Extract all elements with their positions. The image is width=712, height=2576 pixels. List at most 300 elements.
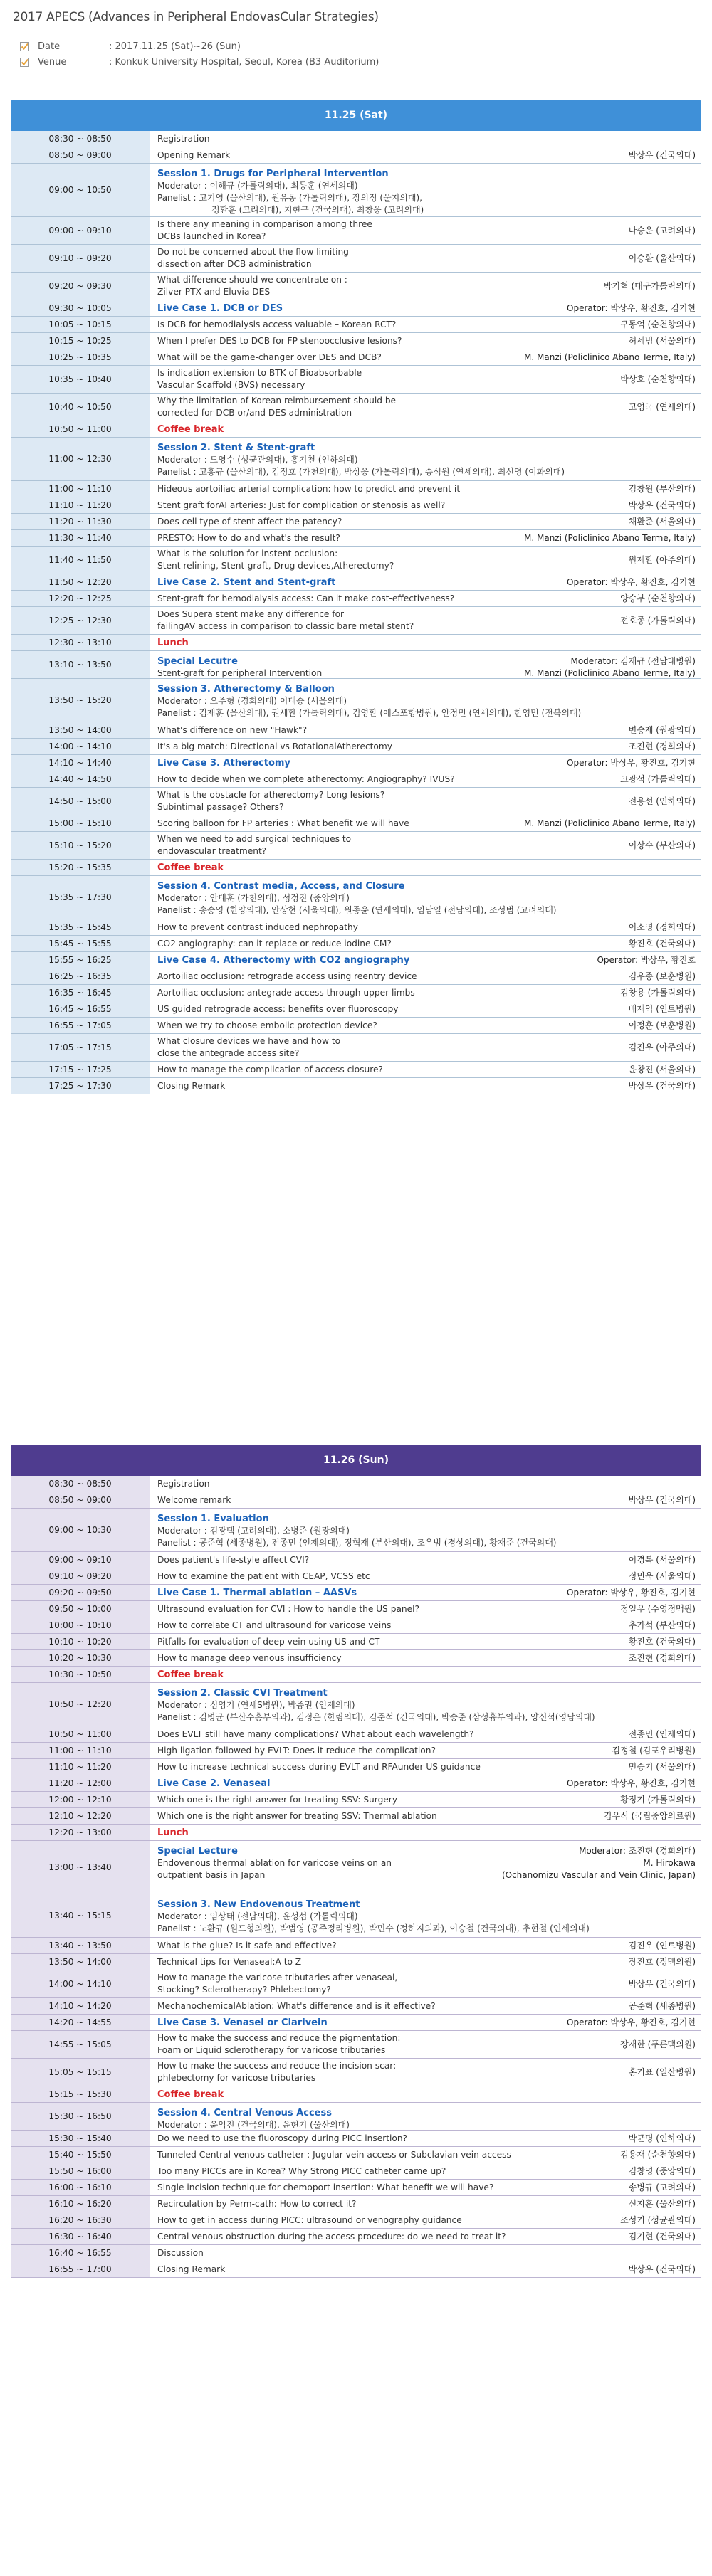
lecture-topic: Stent-graft for peripheral Intervention xyxy=(157,668,323,678)
schedule-row xyxy=(11,245,701,273)
time-slot: 13:10 ~ 13:50 xyxy=(11,651,150,678)
talk-title: What is the glue? Is it safe and effective? xyxy=(157,1940,337,1951)
schedule-row xyxy=(11,1476,701,1492)
speaker-info xyxy=(495,1845,696,1881)
time-slot: 11:00 ~ 11:10 xyxy=(11,481,150,497)
row-text xyxy=(157,1761,622,1773)
schedule-row xyxy=(11,530,701,547)
schedule-row xyxy=(11,1970,701,1998)
row-content xyxy=(150,1062,701,1077)
speaker-info xyxy=(560,757,696,769)
schedule-row xyxy=(11,2031,701,2059)
time-slot: 13:50 ~ 15:20 xyxy=(11,679,150,722)
speaker-name: 김창용 (가톨릭의대) xyxy=(620,987,696,998)
talk-title: Foam or Liquid sclerotherapy for varicose tributaries xyxy=(157,2045,386,2055)
day-schedule-sat xyxy=(11,100,701,1094)
row-content xyxy=(150,2015,701,2030)
row-content xyxy=(150,1078,701,1094)
row-content xyxy=(150,1634,701,1649)
schedule-row xyxy=(11,1841,701,1894)
speaker-name: 박상우 (건국의대) xyxy=(628,1978,696,1989)
row-content xyxy=(150,2261,701,2277)
speaker-info xyxy=(604,1745,696,1757)
time-slot: 17:05 ~ 17:15 xyxy=(11,1034,150,1061)
row-content xyxy=(150,1998,701,2014)
row-content xyxy=(150,333,701,349)
row-content xyxy=(150,438,701,480)
speaker-name: 박상우 (건국의대) xyxy=(628,500,696,510)
schedule-row xyxy=(11,2163,701,2180)
time-slot: 13:40 ~ 13:50 xyxy=(11,1938,150,1953)
moderator-line: Moderator : 윤익진 (건국의대), 윤현기 (울산의대) xyxy=(157,2120,350,2130)
time-slot: 10:30 ~ 10:50 xyxy=(11,1667,150,1682)
speaker-name: 정일우 (수영정맥원) xyxy=(620,1603,696,1614)
row-text xyxy=(157,2133,622,2145)
talk-title: High ligation followed by EVLT: Does it reduce the complication? xyxy=(157,1745,436,1756)
row-content xyxy=(150,217,701,244)
time-slot: 14:00 ~ 14:10 xyxy=(11,1970,150,1997)
row-text xyxy=(157,274,597,298)
row-text xyxy=(157,1940,622,1952)
row-text xyxy=(157,2215,613,2227)
speaker-name: 송병규 (고려의대) xyxy=(628,2182,696,2192)
schedule-row xyxy=(11,1568,701,1585)
row-text xyxy=(157,133,689,145)
talk-title: DCBs launched in Korea? xyxy=(157,231,266,241)
time-slot: 09:10 ~ 09:20 xyxy=(11,1568,150,1584)
talk-title: Recirculation by Perm-cath: How to correct it? xyxy=(157,2198,357,2209)
speaker-info xyxy=(613,987,696,999)
schedule-row xyxy=(11,2015,701,2031)
speaker-info xyxy=(622,796,696,808)
row-text xyxy=(157,2182,622,2194)
talk-title: Is there any meaning in comparison among three xyxy=(157,219,372,229)
time-slot: 16:25 ~ 16:35 xyxy=(11,968,150,984)
talk-title: Do not be concerned about the flow limiting xyxy=(157,247,349,257)
row-text xyxy=(157,532,517,544)
schedule-row xyxy=(11,1552,701,1568)
talk-title: Ultrasound evaluation for CVI : How to handle the US panel? xyxy=(157,1603,420,1614)
speaker-name: 민승기 (서울의대) xyxy=(628,1761,696,1772)
schedule-row xyxy=(11,1001,701,1018)
speaker-name: 추가석 (부산의대) xyxy=(628,1620,696,1630)
row-text xyxy=(157,1636,622,1648)
talk-title: Why the limitation of Korean reimbursement should be xyxy=(157,396,397,406)
time-slot: 16:55 ~ 17:05 xyxy=(11,1018,150,1033)
speaker-name: 양승부 (순천향의대) xyxy=(620,593,696,603)
row-content xyxy=(150,574,701,590)
time-slot: 09:10 ~ 09:20 xyxy=(11,245,150,272)
time-slot: 10:40 ~ 10:50 xyxy=(11,394,150,421)
talk-title: Does cell type of stent affect the patency? xyxy=(157,516,342,527)
schedule-row xyxy=(11,131,701,147)
talk-title: How to prevent contrast induced nephropathy xyxy=(157,922,358,932)
row-text xyxy=(157,2165,622,2178)
row-text xyxy=(157,442,689,478)
schedule-row xyxy=(11,788,701,815)
row-content xyxy=(150,591,701,606)
row-content xyxy=(150,1825,701,1840)
row-content xyxy=(150,131,701,147)
schedule-row xyxy=(11,1509,701,1552)
break-label: Coffee break xyxy=(157,2089,224,2100)
speaker-name: 허세범 (서울의대) xyxy=(628,335,696,346)
row-text xyxy=(157,2032,613,2057)
speaker-info xyxy=(622,500,696,512)
speaker-info xyxy=(613,774,696,786)
schedule-row xyxy=(11,2212,701,2229)
date-line xyxy=(20,41,241,52)
schedule-row xyxy=(11,2059,701,2086)
talk-title: Tunneled Central venous catheter : Jugular vein access or Subclavian vein access xyxy=(157,2149,511,2160)
row-content xyxy=(150,1894,701,1937)
talk-title: Too many PICCs are in Korea? Why Strong PICC catheter came up? xyxy=(157,2165,446,2176)
time-slot: 09:20 ~ 09:50 xyxy=(11,1585,150,1600)
speaker-info xyxy=(622,1978,696,1990)
row-text xyxy=(157,218,622,243)
time-slot: 11:00 ~ 12:30 xyxy=(11,438,150,480)
talk-title: Technical tips for Venaseal:A to Z xyxy=(157,1956,302,1967)
talk-title: Scoring balloon for FP arteries : What benefit we will have xyxy=(157,818,409,828)
row-text xyxy=(157,2198,622,2210)
talk-title: What is the solution for instent occlusion: xyxy=(157,549,338,559)
talk-title: Is DCB for hemodialysis access valuable – Korean RCT? xyxy=(157,319,397,329)
row-content xyxy=(150,1601,701,1617)
row-text xyxy=(157,1728,622,1741)
speaker-name: 김진우 (인트병원) xyxy=(628,1940,696,1951)
schedule-row xyxy=(11,547,701,574)
talk-title: Stent graft forAI arteries: Just for complication or stenosis as well? xyxy=(157,500,446,510)
time-slot: 15:50 ~ 16:00 xyxy=(11,2163,150,2179)
row-text xyxy=(157,516,622,528)
row-text xyxy=(157,1513,689,1549)
talk-title: Registration xyxy=(157,1478,210,1489)
talk-title: Stocking? Sclerotherapy? Phlebectomy? xyxy=(157,1985,331,1995)
speaker-name: 박상호 (순천향의대) xyxy=(620,374,696,384)
schedule-row xyxy=(11,1062,701,1078)
schedule-row xyxy=(11,936,701,952)
time-slot: 16:30 ~ 16:40 xyxy=(11,2229,150,2244)
row-text xyxy=(157,971,622,983)
speaker-name: Operator: 박상우, 황진호, 김기현 xyxy=(567,576,696,587)
row-text xyxy=(157,1603,613,1615)
schedule-row xyxy=(11,2103,701,2131)
row-content xyxy=(150,1509,701,1551)
live-case-title: Live Case 4. Atherectomy with CO2 angiography xyxy=(157,954,410,966)
time-slot: 08:30 ~ 08:50 xyxy=(11,1476,150,1492)
venue-value: : Konkuk University Hospital, Seoul, Korea (B3 Auditorium) xyxy=(109,57,379,68)
speaker-info xyxy=(622,483,696,495)
speaker-name: 신지훈 (울산의대) xyxy=(628,2198,696,2209)
speaker-name: 전호종 (가톨릭의대) xyxy=(620,615,696,625)
time-slot: 11:10 ~ 11:20 xyxy=(11,1759,150,1775)
talk-title: How to decide when we complete atherectomy: Angiography? IVUS? xyxy=(157,774,455,784)
schedule-row xyxy=(11,2261,701,2278)
time-slot: 11:30 ~ 11:40 xyxy=(11,530,150,546)
row-content xyxy=(150,530,701,546)
schedule-table xyxy=(11,1476,701,2278)
row-text xyxy=(157,954,590,966)
row-text xyxy=(157,1035,622,1060)
schedule-row xyxy=(11,635,701,651)
speaker-name: Operator: 박상우, 황진호, 김기현 xyxy=(567,1587,696,1598)
speaker-info xyxy=(622,1064,696,1076)
time-slot: 09:30 ~ 10:05 xyxy=(11,300,150,316)
speaker-info xyxy=(622,2264,696,2276)
talk-title: Which one is the right answer for treating SSV: Surgery xyxy=(157,1794,398,1805)
checkbox-checked-icon xyxy=(20,42,29,51)
row-content xyxy=(150,2212,701,2228)
speaker-name: 조진현 (경희의대) xyxy=(628,741,696,751)
row-content xyxy=(150,366,701,393)
row-text xyxy=(157,683,689,719)
time-slot: 11:10 ~ 11:20 xyxy=(11,497,150,513)
break-label: Coffee break xyxy=(157,423,224,435)
time-slot: 15:30 ~ 15:40 xyxy=(11,2131,150,2146)
row-text xyxy=(157,757,560,769)
checkbox-checked-icon xyxy=(20,58,29,67)
speaker-info xyxy=(560,1587,696,1599)
live-case-title: Live Case 2. Stent and Stent-graft xyxy=(157,576,336,588)
schedule-row xyxy=(11,1018,701,1034)
schedule-row xyxy=(11,1894,701,1938)
schedule-row xyxy=(11,722,701,739)
panelist-line: Panelist : 공준혁 (세종병원), 전종민 (인제의대), 정혁재 (부산의대), 조우범 (경상의대), 황재준 (건국의대) xyxy=(157,1538,557,1548)
row-text xyxy=(157,1080,622,1092)
talk-title: Aortoiliac occlusion: antegrade access through upper limbs xyxy=(157,987,415,998)
talk-title: Hideous aortoiliac arterial complication: how to predict and prevent it xyxy=(157,483,461,494)
speaker-name: 이승환 (울산의대) xyxy=(628,253,696,263)
speaker-name: 김진우 (아주의대) xyxy=(628,1042,696,1052)
row-text xyxy=(157,423,689,436)
time-slot: 10:25 ~ 10:35 xyxy=(11,349,150,365)
row-text xyxy=(157,741,622,753)
row-text xyxy=(157,500,622,512)
speaker-affiliation: M. Manzi (Policlinico Abano Terme, Italy) xyxy=(524,668,696,678)
schedule-row xyxy=(11,421,701,438)
row-text xyxy=(157,880,689,917)
panelist-line: Panelist : 고홍규 (울산의대), 김정호 (가천의대), 박상웅 (가톨릭의대), 송석원 (연세의대), 최선영 (이화의대) xyxy=(157,467,565,477)
time-slot: 10:00 ~ 10:10 xyxy=(11,1617,150,1633)
talk-title: Single incision technique for chemoport insertion: What benefit we will have? xyxy=(157,2182,494,2192)
row-content xyxy=(150,1650,701,1666)
row-content xyxy=(150,2086,701,2102)
row-content xyxy=(150,679,701,722)
page-title: 2017 APECS (Advances in Peripheral EndovasCular Strategies) xyxy=(13,10,379,24)
schedule-row xyxy=(11,1601,701,1617)
row-text xyxy=(157,576,560,588)
schedule-row xyxy=(11,164,701,217)
session-title: Session 3. New Endovenous Treatment xyxy=(157,1899,360,1910)
speaker-name: 김용재 (순천향의대) xyxy=(620,2149,696,2160)
time-slot: 14:50 ~ 15:00 xyxy=(11,788,150,815)
speaker-info xyxy=(622,1761,696,1773)
speaker-info xyxy=(622,1020,696,1032)
row-text xyxy=(157,724,622,737)
row-content xyxy=(150,722,701,738)
speaker-info xyxy=(622,724,696,737)
row-content xyxy=(150,497,701,513)
time-slot: 11:20 ~ 11:30 xyxy=(11,514,150,529)
speaker-name: Moderator: 김재규 (전남대병원) xyxy=(570,656,696,666)
schedule-row xyxy=(11,147,701,164)
speaker-info xyxy=(622,2165,696,2178)
speaker-info xyxy=(517,818,696,830)
speaker-info xyxy=(590,954,696,966)
row-text xyxy=(157,1810,597,1822)
speaker-info xyxy=(622,1042,696,1054)
speaker-info xyxy=(622,938,696,950)
speaker-info xyxy=(622,840,696,852)
speaker-info xyxy=(517,532,696,544)
talk-title: Closing Remark xyxy=(157,2264,226,2274)
day-header: 11.26 (Sun) xyxy=(11,1445,701,1476)
row-text xyxy=(157,862,689,874)
session-title: Session 1. Drugs for Peripheral Intervention xyxy=(157,169,389,179)
row-text xyxy=(157,818,517,830)
row-content xyxy=(150,1775,701,1791)
row-text xyxy=(157,1745,604,1757)
schedule-row xyxy=(11,273,701,300)
time-slot: 12:10 ~ 12:20 xyxy=(11,1808,150,1824)
row-content xyxy=(150,547,701,574)
speaker-affiliation: M. Hirokawa xyxy=(643,1858,696,1868)
talk-title: How to manage deep venous insufficiency xyxy=(157,1652,342,1663)
talk-title: When we try to choose embolic protection device? xyxy=(157,1020,377,1030)
schedule-row xyxy=(11,1938,701,1954)
schedule-row xyxy=(11,574,701,591)
talk-title: How to manage the varicose tributaries after venaseal, xyxy=(157,1973,398,1983)
row-text xyxy=(157,1020,622,1032)
speaker-name: Operator: 박상우, 황진호, 김기현 xyxy=(567,757,696,768)
speaker-name: 배재익 (인트병원) xyxy=(628,1003,696,1014)
row-content xyxy=(150,1018,701,1033)
row-content xyxy=(150,2196,701,2212)
schedule-row xyxy=(11,771,701,788)
time-slot: 10:05 ~ 10:15 xyxy=(11,317,150,332)
talk-title: CO2 angiography: can it replace or reduce iodine CM? xyxy=(157,938,392,949)
time-slot: 12:30 ~ 13:10 xyxy=(11,635,150,650)
row-text xyxy=(157,655,517,680)
speaker-info xyxy=(613,615,696,627)
moderator-line: Moderator : 심영기 (연세S병원), 박종권 (인제의대) xyxy=(157,1700,355,1710)
speaker-info xyxy=(613,2215,696,2227)
time-slot: 13:50 ~ 14:00 xyxy=(11,1954,150,1970)
speaker-name: 고광석 (가톨릭의대) xyxy=(620,774,696,784)
talk-title: What will be the game-changer over DES and DCB? xyxy=(157,352,382,362)
schedule-row xyxy=(11,300,701,317)
row-text xyxy=(157,1554,622,1566)
row-text xyxy=(157,2089,689,2101)
schedule-row xyxy=(11,366,701,394)
time-slot: 09:00 ~ 10:50 xyxy=(11,164,150,216)
row-text xyxy=(157,1778,560,1790)
moderator-line: Moderator : 김광택 (고려의대), 소병준 (원광의대) xyxy=(157,1526,350,1536)
row-content xyxy=(150,607,701,634)
time-slot: 09:50 ~ 10:00 xyxy=(11,1601,150,1617)
row-text xyxy=(157,246,622,270)
time-slot: 11:00 ~ 11:10 xyxy=(11,1743,150,1758)
time-slot: 12:25 ~ 12:30 xyxy=(11,607,150,634)
talk-title: How to increase technical success during EVLT and RFAunder US guidance xyxy=(157,1761,481,1772)
date-value: : 2017.11.25 (Sat)~26 (Sun) xyxy=(109,41,241,52)
talk-title: Opening Remark xyxy=(157,149,231,160)
schedule-row xyxy=(11,1634,701,1650)
speaker-info xyxy=(622,1956,696,1968)
speaker-name: 윤창진 (서울의대) xyxy=(628,1064,696,1075)
speaker-info xyxy=(613,593,696,605)
time-slot: 15:20 ~ 15:35 xyxy=(11,860,150,875)
row-text xyxy=(157,2000,622,2012)
row-text xyxy=(157,593,613,605)
time-slot: 14:55 ~ 15:05 xyxy=(11,2031,150,2058)
row-content xyxy=(150,1667,701,1682)
schedule-row xyxy=(11,952,701,968)
moderator-line: Moderator : 안태훈 (가천의대), 성정진 (중앙의대) xyxy=(157,893,350,903)
speaker-name: 장재한 (푸른맥의원) xyxy=(620,2039,696,2049)
talk-title: Does EVLT still have many complications? What about each wavelength? xyxy=(157,1728,474,1739)
schedule-row xyxy=(11,1825,701,1841)
schedule-row xyxy=(11,1650,701,1667)
day-schedule-sun xyxy=(11,1445,701,2278)
row-content xyxy=(150,2229,701,2244)
live-case-title: Live Case 1. DCB or DES xyxy=(157,302,283,314)
schedule-row xyxy=(11,394,701,421)
row-text xyxy=(157,1687,689,1724)
speaker-info xyxy=(560,302,696,315)
speaker-name: 박상우 (건국의대) xyxy=(628,2264,696,2274)
talk-title: What is the obstacle for atherectomy? Long lesions? xyxy=(157,790,385,800)
speaker-info xyxy=(560,2017,696,2029)
speaker-info xyxy=(517,655,696,680)
row-content xyxy=(150,832,701,859)
row-content xyxy=(150,1476,701,1492)
time-slot: 10:50 ~ 12:20 xyxy=(11,1683,150,1726)
speaker-name: 원제환 (아주의대) xyxy=(628,554,696,565)
time-slot: 08:30 ~ 08:50 xyxy=(11,131,150,147)
speaker-info xyxy=(613,2039,696,2051)
talk-title: Is indication extension to BTK of Bioabsorbable xyxy=(157,368,362,378)
time-slot: 15:45 ~ 15:55 xyxy=(11,936,150,951)
speaker-info xyxy=(613,319,696,331)
schedule-row xyxy=(11,2180,701,2196)
special-lecture-title: Special Lecutre xyxy=(157,656,238,667)
row-text xyxy=(157,774,613,786)
speaker-info xyxy=(622,1003,696,1015)
row-content xyxy=(150,2103,701,2130)
panelist-line: 정환훈 (고려의대), 지현근 (건국의대), 최창웅 (고려의대) xyxy=(211,205,424,215)
time-slot: 16:00 ~ 16:10 xyxy=(11,2180,150,2195)
row-content xyxy=(150,919,701,935)
schedule-row xyxy=(11,607,701,635)
schedule-row xyxy=(11,815,701,832)
row-content xyxy=(150,1001,701,1017)
time-slot: 15:05 ~ 15:15 xyxy=(11,2059,150,2086)
talk-title: When we need to add surgical techniques to xyxy=(157,834,352,844)
speaker-info xyxy=(560,576,696,588)
moderator-line: Moderator : 오주형 (경희의대) 이태승 (서울의대) xyxy=(157,696,347,706)
time-slot: 15:55 ~ 16:25 xyxy=(11,952,150,968)
time-slot: 13:40 ~ 15:15 xyxy=(11,1894,150,1937)
panelist-line: Panelist : 노환규 (원드형의원), 박범영 (공주정리병원), 박민수 (정하지의과), 이승철 (건국의대), 추현철 (연세의대) xyxy=(157,1923,590,1933)
speaker-name: 채환준 (서울의대) xyxy=(628,516,696,527)
time-slot: 11:40 ~ 11:50 xyxy=(11,547,150,574)
talk-title: How to examine the patient with CEAP, VCSS etc xyxy=(157,1571,370,1581)
talk-title: What closure devices we have and how to xyxy=(157,1036,341,1046)
speaker-name: 공준혁 (세종병원) xyxy=(628,2000,696,2011)
speaker-info xyxy=(622,2182,696,2194)
row-text xyxy=(157,2107,689,2131)
